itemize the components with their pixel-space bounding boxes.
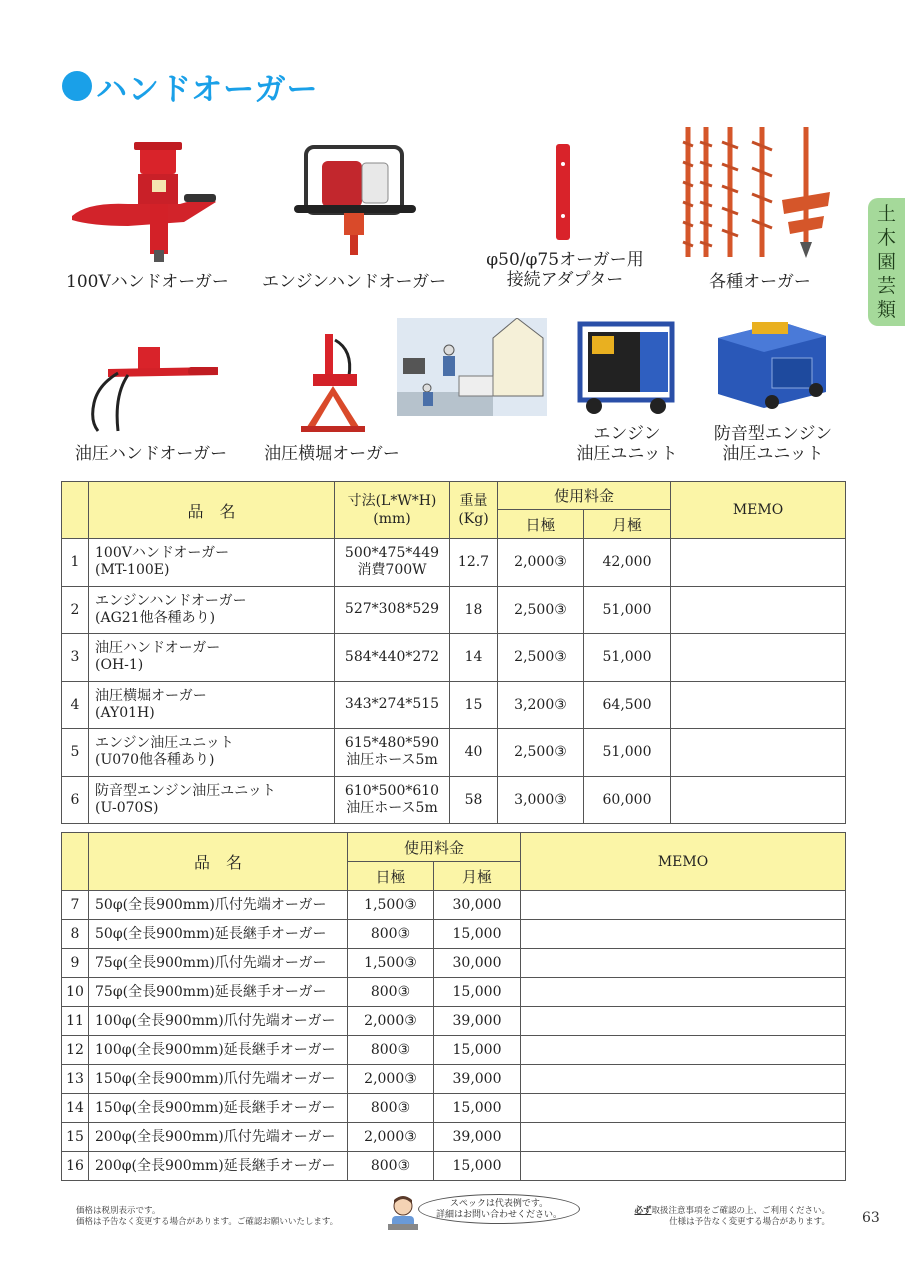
category-side-tab	[868, 198, 905, 326]
row-daily: 2,500③	[498, 729, 584, 777]
row-memo	[521, 1007, 846, 1036]
row-monthly: 15,000	[434, 1094, 521, 1123]
caption-engine-hand-auger: エンジンハンドオーガー	[262, 272, 447, 292]
row-monthly: 39,000	[434, 1123, 521, 1152]
row-name: 75φ(全長900mm)爪付先端オーガー	[89, 949, 348, 978]
row-daily: 2,000③	[498, 539, 584, 587]
table-row	[62, 681, 846, 729]
caption-hydraulic-hand-auger: 油圧ハンドオーガー	[74, 444, 228, 464]
row-no: 4	[62, 681, 89, 729]
header-monthly: 月極	[584, 510, 671, 539]
row-no: 7	[62, 891, 89, 920]
row-name-line: 100Vハンドオーガー	[95, 545, 230, 562]
row-daily: 2,000③	[348, 1065, 434, 1094]
side-tab-char: 木	[876, 227, 896, 249]
caption-100v-hand-auger: 100Vハンドオーガー	[66, 272, 229, 292]
row-no: 5	[62, 729, 89, 777]
row-dims-line: 584*440*272	[344, 648, 440, 665]
header-fee: 使用料金	[348, 833, 521, 862]
row-name: 150φ(全長900mm)爪付先端オーガー	[89, 1065, 348, 1094]
row-memo	[521, 920, 846, 949]
row-no: 6	[62, 776, 89, 824]
row-no: 9	[62, 949, 89, 978]
header-memo: MEMO	[521, 833, 846, 891]
row-monthly: 51,000	[584, 634, 671, 682]
header-fee: 使用料金	[498, 482, 671, 510]
row-name-line: 油圧横堀オーガー	[95, 687, 207, 704]
row-daily: 800③	[348, 1094, 434, 1123]
row-dims-line: 527*308*529	[344, 601, 440, 618]
row-dims	[335, 729, 450, 777]
row-monthly: 15,000	[434, 1036, 521, 1065]
row-name-line: エンジンハンドオーガー	[95, 592, 247, 609]
table-row	[62, 1123, 846, 1152]
row-name: 100φ(全長900mm)爪付先端オーガー	[89, 1007, 348, 1036]
photo-auger-adapter	[550, 142, 576, 242]
row-memo	[671, 681, 846, 729]
caption-line: エンジン	[593, 424, 661, 444]
row-name	[89, 776, 335, 824]
photo-usage-illustration	[397, 318, 547, 416]
header-weight-line: 重量	[459, 493, 488, 509]
spec-note-bubble	[418, 1194, 580, 1224]
caption-line: 接続アダプター	[506, 270, 624, 290]
row-monthly: 64,500	[584, 681, 671, 729]
header-no	[62, 482, 89, 539]
header-no	[62, 833, 89, 891]
header-weight-unit: (Kg)	[458, 511, 489, 527]
caption-engine-hydraulic-unit	[562, 424, 692, 464]
table-row	[62, 1036, 846, 1065]
row-daily: 800③	[348, 978, 434, 1007]
header-name: 品 名	[89, 482, 335, 539]
row-daily: 2,000③	[348, 1007, 434, 1036]
side-tab-char: 園	[876, 251, 896, 273]
row-weight: 12.7	[450, 539, 498, 587]
footer-right-note	[618, 1206, 830, 1228]
row-name: 50φ(全長900mm)爪付先端オーガー	[89, 891, 348, 920]
header-daily: 日極	[348, 862, 434, 891]
row-daily: 1,500③	[348, 949, 434, 978]
equipment-spec-table	[61, 481, 846, 824]
footer-line: 仕様は予告なく変更する場合があります。	[669, 1217, 830, 1227]
row-memo	[521, 1094, 846, 1123]
table-row	[62, 634, 846, 682]
photo-engine-hand-auger	[292, 143, 418, 258]
table-row	[62, 539, 846, 587]
side-tab-char: 類	[876, 299, 896, 321]
row-weight: 14	[450, 634, 498, 682]
header-weight	[450, 482, 498, 539]
row-model: (AY01H)	[95, 704, 155, 721]
row-dims	[335, 776, 450, 824]
photo-hydraulic-hand-auger	[78, 345, 223, 435]
footer-left-note	[76, 1206, 338, 1228]
table-row	[62, 920, 846, 949]
header-dims	[335, 482, 450, 539]
row-no: 14	[62, 1094, 89, 1123]
row-dims-line: 610*500*610	[344, 782, 440, 799]
row-daily: 3,200③	[498, 681, 584, 729]
table-body	[62, 539, 846, 824]
row-no: 11	[62, 1007, 89, 1036]
row-model: (OH-1)	[95, 657, 144, 674]
row-monthly: 30,000	[434, 949, 521, 978]
operator-avatar-icon	[386, 1194, 420, 1234]
photo-engine-hydraulic-unit	[570, 318, 680, 418]
row-dims	[335, 586, 450, 634]
row-name-line: 防音型エンジン油圧ユニット	[95, 782, 276, 799]
table-row	[62, 1094, 846, 1123]
row-dims	[335, 634, 450, 682]
row-weight: 15	[450, 681, 498, 729]
row-name	[89, 586, 335, 634]
caption-hydraulic-horizontal-auger: 油圧横堀オーガー	[264, 444, 400, 464]
row-monthly: 15,000	[434, 1152, 521, 1181]
caption-line: 防音型エンジン	[713, 424, 833, 444]
row-daily: 3,000③	[498, 776, 584, 824]
row-daily: 2,500③	[498, 634, 584, 682]
photo-hydraulic-horizontal-auger	[293, 330, 373, 435]
row-no: 16	[62, 1152, 89, 1181]
footer-caution: 取扱注意事項をご確認の上、ご利用ください。	[651, 1206, 830, 1216]
table-row	[62, 729, 846, 777]
table-row	[62, 978, 846, 1007]
header-dims-line: 寸法(L*W*H)	[347, 493, 437, 509]
row-name: 75φ(全長900mm)延長継手オーガー	[89, 978, 348, 1007]
page-title	[62, 66, 318, 106]
row-dims-extra: 油圧ホース5m	[346, 799, 438, 816]
row-memo	[671, 776, 846, 824]
row-monthly: 42,000	[584, 539, 671, 587]
row-memo	[671, 586, 846, 634]
row-dims-extra: 油圧ホース5m	[346, 752, 438, 769]
table-row	[62, 1065, 846, 1094]
row-memo	[521, 1123, 846, 1152]
row-name: 50φ(全長900mm)延長継手オーガー	[89, 920, 348, 949]
row-memo	[521, 891, 846, 920]
caption-auger-adapter	[470, 250, 660, 290]
row-no: 8	[62, 920, 89, 949]
table-row	[62, 586, 846, 634]
row-dims-line: 343*274*515	[344, 696, 440, 713]
row-daily: 800③	[348, 1036, 434, 1065]
photo-100v-hand-auger	[68, 140, 220, 265]
row-weight: 40	[450, 729, 498, 777]
row-weight: 18	[450, 586, 498, 634]
row-name-line: 油圧ハンドオーガー	[95, 640, 221, 657]
row-no: 1	[62, 539, 89, 587]
caption-line: 油圧ユニット	[576, 444, 678, 464]
footer-line: 価格は税別表示です。	[76, 1206, 161, 1216]
title-bullet-icon	[62, 71, 92, 101]
table-row	[62, 1152, 846, 1181]
row-monthly: 15,000	[434, 920, 521, 949]
table-header-row	[62, 482, 846, 510]
row-monthly: 39,000	[434, 1065, 521, 1094]
row-model: (MT-100E)	[95, 562, 170, 579]
row-no: 15	[62, 1123, 89, 1152]
row-name-line: エンジン油圧ユニット	[95, 735, 234, 752]
row-no: 2	[62, 586, 89, 634]
row-daily: 2,000③	[348, 1123, 434, 1152]
row-monthly: 39,000	[434, 1007, 521, 1036]
caption-line: φ50/φ75オーガー用	[486, 250, 644, 270]
row-memo	[521, 1036, 846, 1065]
auger-bit-table	[61, 832, 846, 1181]
row-dims-extra: 消費700W	[357, 562, 427, 579]
row-no: 10	[62, 978, 89, 1007]
table-header-row	[62, 833, 846, 862]
row-no: 13	[62, 1065, 89, 1094]
row-memo	[671, 729, 846, 777]
side-tab-char: 土	[876, 203, 896, 225]
table-row	[62, 776, 846, 824]
row-daily: 800③	[348, 920, 434, 949]
table-row	[62, 891, 846, 920]
row-model: (U-070S)	[95, 799, 159, 816]
table-row	[62, 949, 846, 978]
footer-line	[618, 1206, 830, 1217]
row-daily: 800③	[348, 1152, 434, 1181]
row-model: (U070他各種あり)	[95, 752, 215, 769]
side-tab-char: 芸	[876, 275, 896, 297]
row-monthly: 60,000	[584, 776, 671, 824]
row-memo	[521, 949, 846, 978]
footer-line: 価格は予告なく変更する場合があります。ご確認お願いいたします。	[76, 1217, 339, 1227]
row-memo	[521, 1152, 846, 1181]
page-title-text: ハンドオーガー	[96, 71, 319, 108]
row-dims-line: 500*475*449	[344, 545, 440, 562]
caption-various-augers: 各種オーガー	[709, 272, 811, 292]
bubble-line: スペックは代表例です。	[449, 1199, 549, 1209]
row-name: 100φ(全長900mm)延長継手オーガー	[89, 1036, 348, 1065]
row-dims	[335, 681, 450, 729]
header-daily: 日極	[498, 510, 584, 539]
header-name: 品 名	[89, 833, 348, 891]
row-memo	[671, 634, 846, 682]
row-monthly: 30,000	[434, 891, 521, 920]
row-no: 12	[62, 1036, 89, 1065]
header-dims-unit: (mm)	[373, 511, 411, 527]
footer-emphasis: 必ず	[634, 1206, 652, 1216]
row-name	[89, 634, 335, 682]
table-row	[62, 1007, 846, 1036]
bubble-line: 詳細はお問い合わせください。	[435, 1210, 562, 1220]
row-name: 200φ(全長900mm)爪付先端オーガー	[89, 1123, 348, 1152]
page-number: 63	[862, 1210, 880, 1226]
row-model: (AG21他各種あり)	[95, 609, 216, 626]
row-memo	[521, 978, 846, 1007]
photo-various-augers	[678, 122, 843, 262]
row-daily: 1,500③	[348, 891, 434, 920]
row-name	[89, 681, 335, 729]
caption-line: 油圧ユニット	[722, 444, 824, 464]
row-name: 150φ(全長900mm)延長継手オーガー	[89, 1094, 348, 1123]
row-monthly: 51,000	[584, 729, 671, 777]
row-name: 200φ(全長900mm)延長継手オーガー	[89, 1152, 348, 1181]
row-memo	[671, 539, 846, 587]
row-weight: 58	[450, 776, 498, 824]
row-no: 3	[62, 634, 89, 682]
row-dims	[335, 539, 450, 587]
row-name	[89, 539, 335, 587]
row-dims-line: 615*480*590	[344, 735, 440, 752]
row-name	[89, 729, 335, 777]
caption-soundproof-hydraulic-unit	[700, 424, 846, 464]
row-memo	[521, 1065, 846, 1094]
row-monthly: 51,000	[584, 586, 671, 634]
header-memo: MEMO	[671, 482, 846, 539]
photo-soundproof-hydraulic-unit	[712, 314, 832, 414]
row-monthly: 15,000	[434, 978, 521, 1007]
header-monthly: 月極	[434, 862, 521, 891]
row-daily: 2,500③	[498, 586, 584, 634]
